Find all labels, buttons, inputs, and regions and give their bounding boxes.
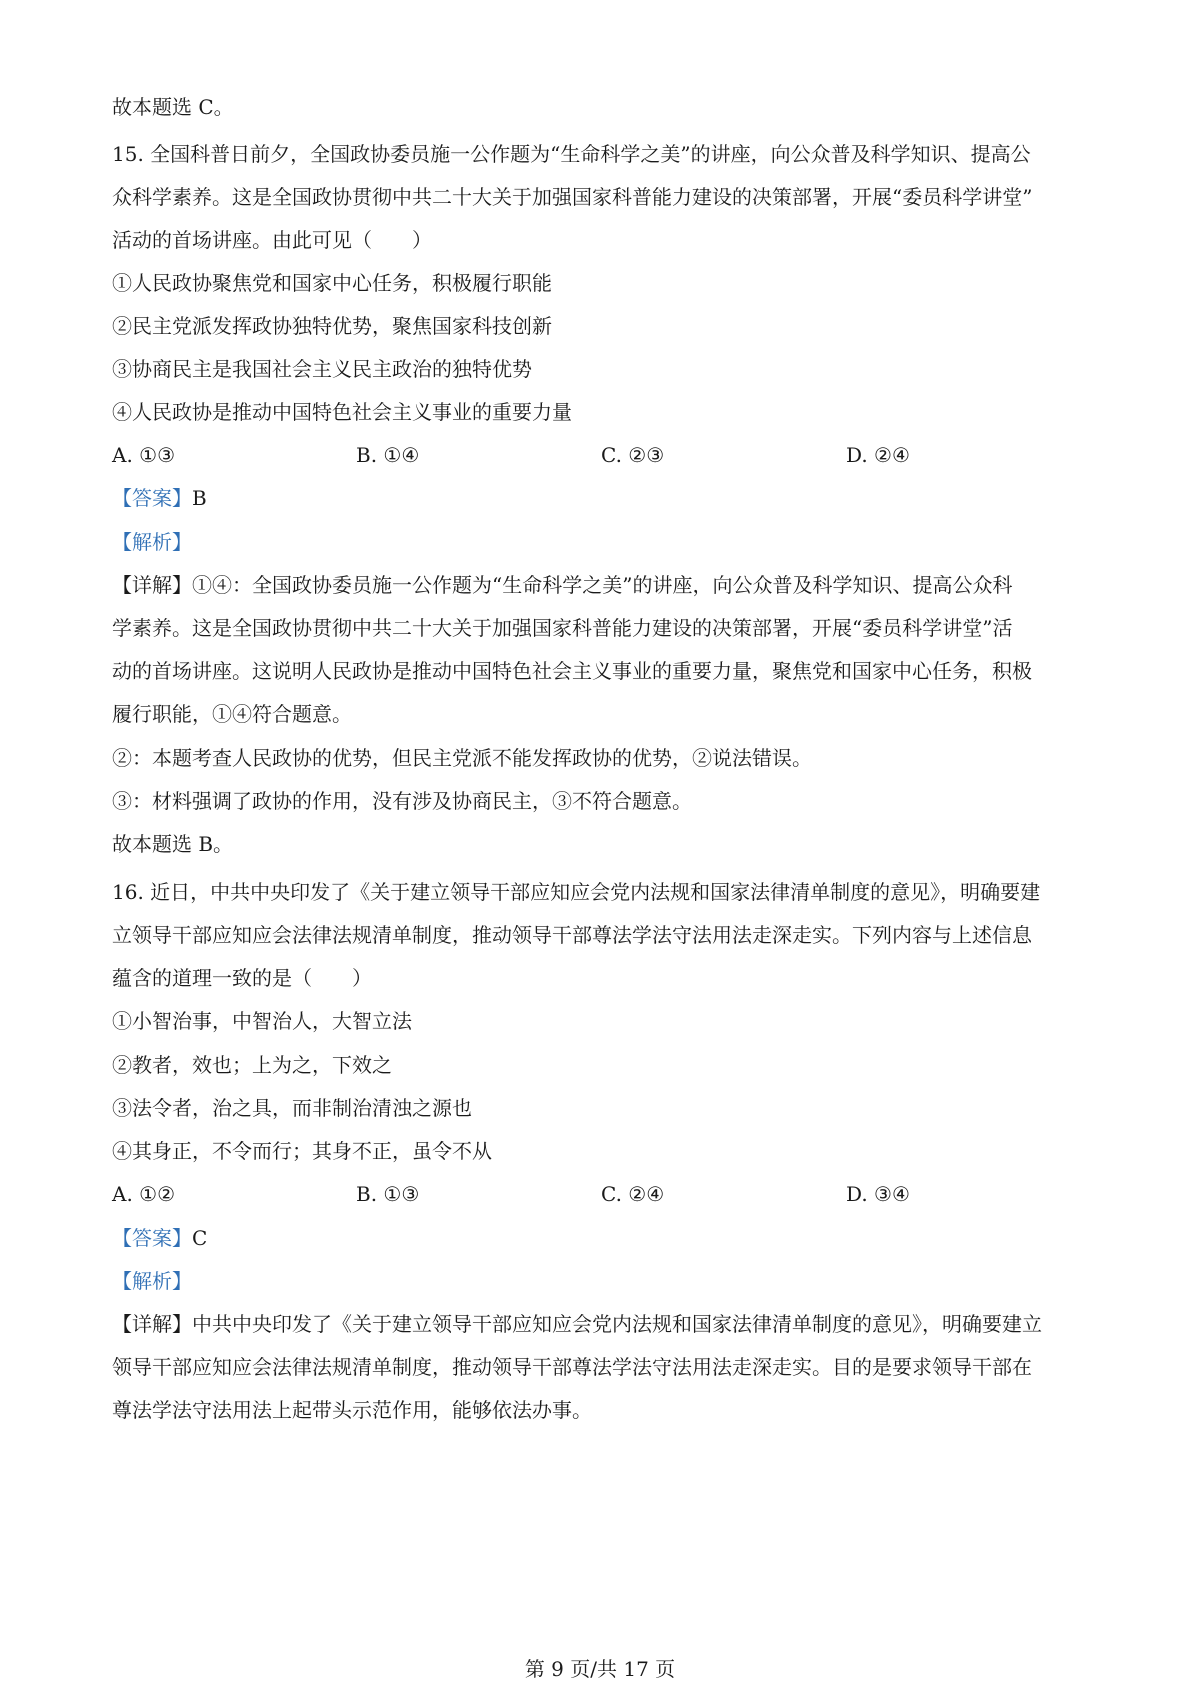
q16-statement-4: ④其身正，不令而行；其身不正，虽令不从 bbox=[112, 1139, 492, 1163]
q16-statement-2: ②教者，效也；上为之，下效之 bbox=[112, 1053, 392, 1077]
q15-option-a: A. ①③ bbox=[112, 443, 176, 467]
q15-detail-line-1 bbox=[112, 572, 1012, 598]
answer-value: C bbox=[192, 1226, 208, 1250]
page-footer: 第 9 页/共 17 页 bbox=[524, 1657, 676, 1681]
q15-detail-line-4: 履行职能，①④符合题意。 bbox=[112, 702, 352, 726]
q15-conclusion: 故本题选 B。 bbox=[112, 832, 234, 856]
q15-analysis-heading bbox=[112, 529, 192, 555]
q16-option-a: A. ①② bbox=[112, 1182, 176, 1206]
analysis-label: 【解析】 bbox=[112, 1269, 192, 1293]
q15-stem-line-3: 活动的首场讲座。由此可见（ ） bbox=[112, 228, 432, 252]
answer-value: B bbox=[192, 486, 207, 510]
q15-option-b: B. ①④ bbox=[356, 443, 420, 467]
q16-stem-line-1: 16. 近日，中共中央印发了《关于建立领导干部应知应会党内法规和国家法律清单制度的意见》，明确要建 bbox=[112, 880, 1041, 904]
q15-option-d: D. ②④ bbox=[846, 443, 910, 467]
q15-statement-2: ②民主党派发挥政协独特优势，聚焦国家科技创新 bbox=[112, 314, 552, 338]
q15-statement-1: ①人民政协聚焦党和国家中心任务，积极履行职能 bbox=[112, 271, 552, 295]
q16-answer bbox=[112, 1225, 207, 1251]
q15-detail-line-2: 学素养。这是全国政协贯彻中共二十大关于加强国家科普能力建设的决策部署，开展“委员科学讲堂”活 bbox=[112, 616, 1013, 640]
q16-detail-line-3: 尊法学法守法用法上起带头示范作用，能够依法办事。 bbox=[112, 1398, 592, 1422]
q16-stem-line-2: 立领导干部应知应会法律法规清单制度，推动领导干部尊法学法守法用法走深走实。下列内容与上述信息 bbox=[112, 923, 1032, 947]
analysis-label: 【解析】 bbox=[112, 530, 192, 554]
q15-option-c: C. ②③ bbox=[601, 443, 665, 467]
q15-statement-4: ④人民政协是推动中国特色社会主义事业的重要力量 bbox=[112, 400, 572, 424]
detail-label: 【详解】 bbox=[112, 573, 192, 597]
answer-label: 【答案】 bbox=[112, 1226, 192, 1250]
q15-stem-line-2: 众科学素养。这是全国政协贯彻中共二十大关于加强国家科普能力建设的决策部署，开展“委员科学讲堂” bbox=[112, 185, 1033, 209]
q15-detail-line-3: 动的首场讲座。这说明人民政协是推动中国特色社会主义事业的重要力量，聚焦党和国家中心任务，积极 bbox=[112, 659, 1032, 683]
q16-detail-line-2: 领导干部应知应会法律法规清单制度，推动领导干部尊法学法守法用法走深走实。目的是要求领导干部在 bbox=[112, 1355, 1032, 1379]
q15-stem-line-1: 15. 全国科普日前夕，全国政协委员施一公作题为“生命科学之美”的讲座，向公众普及科学知识、提高公 bbox=[112, 142, 1031, 166]
q16-option-d: D. ③④ bbox=[846, 1182, 910, 1206]
q15-statement-3: ③协商民主是我国社会主义民主政治的独特优势 bbox=[112, 357, 532, 381]
q16-option-c: C. ②④ bbox=[601, 1182, 665, 1206]
detail-text: 中共中央印发了《关于建立领导干部应知应会党内法规和国家法律清单制度的意见》，明确要建立 bbox=[192, 1312, 1042, 1336]
q15-detail-line-6: ③：材料强调了政协的作用，没有涉及协商民主，③不符合题意。 bbox=[112, 789, 692, 813]
detail-label: 【详解】 bbox=[112, 1312, 192, 1336]
detail-text: ①④：全国政协委员施一公作题为“生命科学之美”的讲座，向公众普及科学知识、提高公众科 bbox=[192, 573, 1013, 597]
q16-statement-3: ③法令者，治之具，而非制治清浊之源也 bbox=[112, 1096, 472, 1120]
q15-detail-line-5: ②：本题考查人民政协的优势，但民主党派不能发挥政协的优势，②说法错误。 bbox=[112, 746, 812, 770]
q16-option-b: B. ①③ bbox=[356, 1182, 420, 1206]
q16-analysis-heading bbox=[112, 1268, 192, 1294]
q16-detail-line-1 bbox=[112, 1311, 1042, 1337]
q16-statement-1: ①小智治事，中智治人，大智立法 bbox=[112, 1009, 412, 1033]
q14-conclusion: 故本题选 C。 bbox=[112, 95, 234, 119]
q15-answer bbox=[112, 485, 207, 511]
answer-label: 【答案】 bbox=[112, 486, 192, 510]
q16-stem-line-3: 蕴含的道理一致的是（ ） bbox=[112, 966, 372, 990]
